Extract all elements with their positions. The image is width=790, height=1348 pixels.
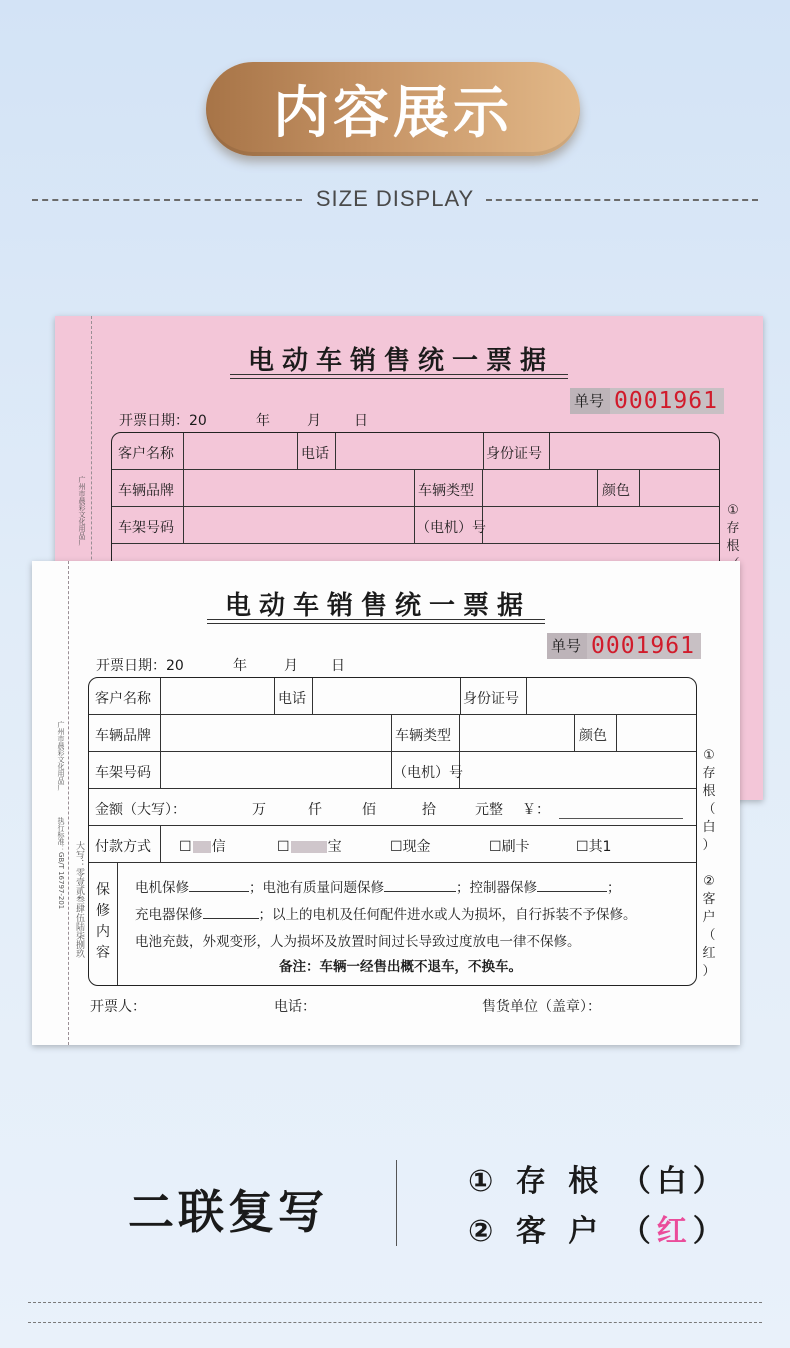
remarks-note: 备注：车辆一经售出概不退车，不换车。: [279, 959, 522, 975]
amount-label: 金额（大写）：: [95, 802, 186, 818]
id-number-label: 身份证号: [463, 691, 519, 707]
page-title: 内容展示: [273, 81, 513, 146]
motor-number-label: （电机）号: [393, 765, 463, 781]
payment-option-1[interactable]: ☐ 信: [179, 839, 226, 855]
printer-note: 广州市晨彩文化用品厂: [57, 721, 65, 791]
bottom-dash-2: [28, 1322, 762, 1323]
size-display-label: SIZE DISPLAY: [315, 186, 475, 211]
title-pill: [206, 62, 580, 156]
warranty-label: 保 修 内 容: [96, 882, 110, 961]
copy-side-label: ① 存 根 （ 白 ） ② 客 户 （ 红 ）: [702, 748, 716, 979]
color-label: 颜色: [579, 728, 607, 744]
bottom-dash-1: [28, 1302, 762, 1303]
payment-method-label: 付款方式: [95, 839, 151, 855]
capital-numerals-note: 大写：零壹贰叁肆伍陆柒捌玖: [74, 841, 84, 958]
payment-option-cash[interactable]: ☐现金: [390, 839, 431, 855]
dash-right: [486, 199, 758, 201]
form-grid: 客户名称 电话 身份证号 车辆品牌 车辆类型 颜色 车架号码 （电机）号: [111, 432, 720, 814]
payment-option-card[interactable]: ☐刷卡: [489, 839, 530, 855]
payment-option-2[interactable]: ☐ 宝: [277, 839, 342, 855]
white-copy-sheet: 广州市晨彩文化用品厂 执行标准：GB/T 16797-201 大写：零壹贰叁肆伍陆柒捌玖 电动车销售统一票据 单号 0001961 开票日期：20 年 月 日 客户名称 电话 身份证号 车辆品牌 车辆类型 颜色 车架号码 （电机）号 金额（大写）： 万 仟 佰 拾 元整 ￥： 付款方式 ☐ 信 ☐ 宝 ☐现金 ☐刷卡 ☐其1 保 修 内 容 电机保修 ；电池有质量问题保修 ；控制器保修 ； 充电器保修 ；以上的电机及任何配件进水或人为损坏，自行拆装不予保修。 电池充鼓，外观变形，人为损坏及放置时间过长导致过度放电一律不保修。 备注：车辆一经售出概不退车，不换车。 ① 存 根 （ 白 ） ② 客 户 （ 红 ） 开票人： 电话： 售货单位（盖章）：: [32, 561, 740, 1045]
issuer-label: 开票人：: [90, 999, 146, 1015]
footer-phone-label: 电话：: [274, 999, 316, 1015]
form-title: 电动车销售统一票据: [225, 591, 532, 621]
warranty-line-3: 电池充鼓，外观变形，人为损坏及放置时间过长导致过度放电一律不保修。: [135, 934, 581, 950]
perforation-line: [68, 561, 69, 1045]
size-display-row: [32, 186, 758, 214]
copy-customer-red: ② 客 户 （红）: [468, 1214, 729, 1249]
frame-number-label: 车架号码: [95, 765, 151, 781]
form-title: 电动车销售统一票据: [248, 346, 555, 376]
phone-label: 电话: [278, 691, 306, 707]
date-label: 开票日期：20: [119, 413, 207, 429]
form-grid: 客户名称 电话 身份证号 车辆品牌 车辆类型 颜色 车架号码 （电机）号 金额（大写）： 万 仟 佰 拾 元整 ￥： 付款方式 ☐ 信 ☐ 宝 ☐现金 ☐刷卡 ☐其1 保 修 内 容 电机保修 ；电池有质量问题保修 ；控制器保修 ； 充电器保修 ；以上的电机及任何配件进水或人为损坏，自行拆装不予保修。 电池充鼓，外观变形，人为损坏及放置时间过长导致过度放电一律不保修。 备注：车辆一经售出概不退车，不换车。: [88, 677, 697, 986]
date-label: 开票日期：20: [96, 658, 184, 674]
vehicle-type-label: 车辆类型: [395, 728, 451, 744]
two-part-carbon-label: 二联复写: [128, 1185, 328, 1239]
serial-number: 单号 0001961: [570, 388, 724, 414]
seller-label: 售货单位（盖章）：: [482, 999, 601, 1015]
vehicle-brand-label: 车辆品牌: [95, 728, 151, 744]
serial-number: 单号 0001961: [547, 633, 701, 659]
payment-option-other[interactable]: ☐其1: [576, 839, 612, 855]
copy-stub-white: ① 存 根 （白）: [468, 1164, 729, 1199]
warranty-line-1: 电机保修 ；电池有质量问题保修 ；控制器保修 ；: [135, 880, 621, 896]
pink-copy-sheet: 广州市晨彩文化用品厂 电动车销售统一票据 单号 0001961 开票日期：20 年 月 日 客户名称 电话 身份证号 车辆品牌 车辆类型 颜色 车架号码 （电机）号 ① 存 根: [55, 316, 763, 800]
printer-note: 广州市晨彩文化用品厂: [78, 476, 86, 546]
copy-side-label: ① 存 根: [726, 503, 740, 554]
customer-name-label: 客户名称: [95, 691, 151, 707]
warranty-line-2: 充电器保修 ；以上的电机及任何配件进水或人为损坏，自行拆装不予保修。: [135, 907, 637, 923]
vertical-divider: [396, 1160, 397, 1246]
standard-note: 执行标准：GB/T 16797-201: [57, 817, 65, 910]
